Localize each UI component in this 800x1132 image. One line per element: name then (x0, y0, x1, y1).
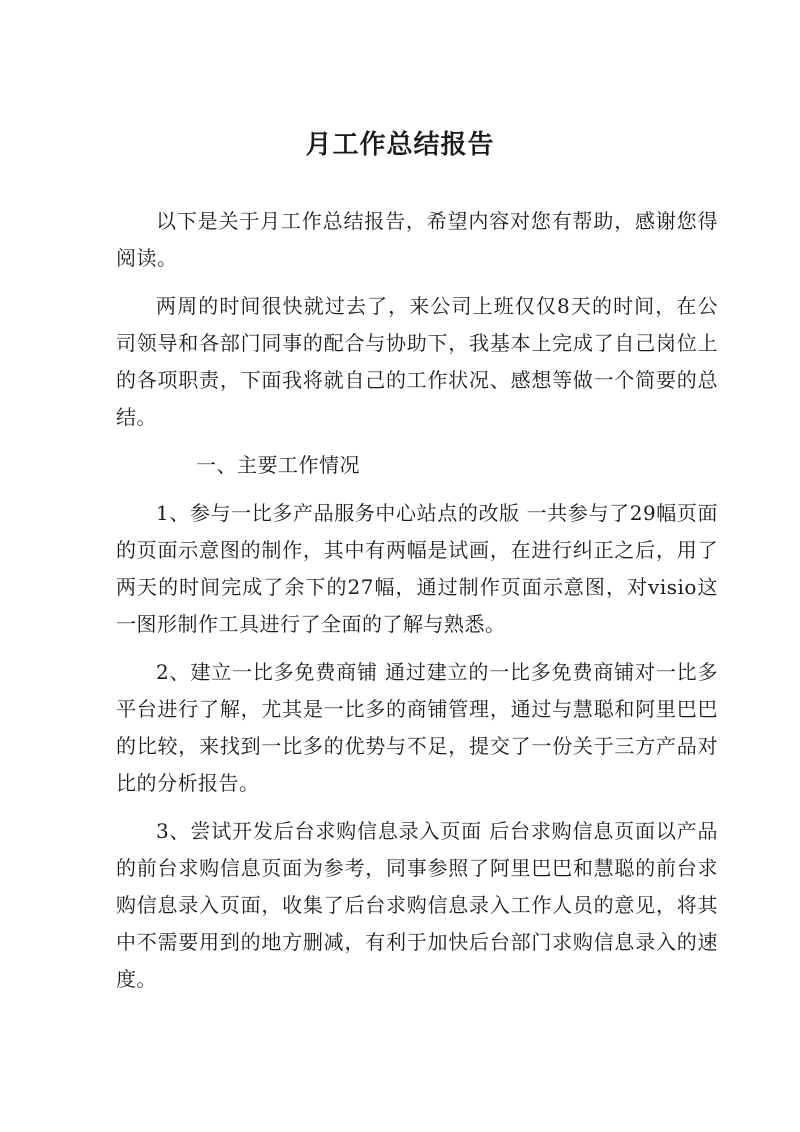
document-body (116, 203, 718, 998)
work-item-paragraph: 1、参与一比多产品服务中心站点的改版 一共参与了29幅页面的页面示意图的制作，其中有两幅是试画，在进行纠正之后，用了两天的时间完成了余下的27幅，通过制作页面示意图，对visio这一图形制作工具进行了全面的了解与熟悉。 (116, 501, 718, 636)
work-item-paragraph: 2、建立一比多免费商铺 通过建立的一比多免费商铺对一比多平台进行了解，尤其是一比多的商铺管理，通过与慧聪和阿里巴巴的比较，来找到一比多的优势与不足，提交了一份关于三方产品对比的分析报告。 (116, 660, 718, 795)
document-title: 月工作总结报告 (305, 130, 495, 160)
overview-paragraph: 两周的时间很快就过去了，来公司上班仅仅8天的时间，在公司领导和各部门同事的配合与协助下，我基本上完成了自己岗位上的各项职责，下面我将就自己的工作状况、感想等做一个简要的总结。 (116, 294, 718, 429)
work-item-paragraph: 3、尝试开发后台求购信息录入页面 后台求购信息页面以产品的前台求购信息页面为参考，同事参照了阿里巴巴和慧聪的前台求购信息录入页面，收集了后台求购信息录入工作人员的意见，将其中不需要用到的地方删减，有利于加快后台部门求购信息录入的速度。 (116, 819, 718, 991)
section-heading: 一、主要工作情况 (196, 453, 360, 477)
intro-paragraph: 以下是关于月工作总结报告，希望内容对您有帮助，感谢您得阅读。 (116, 209, 718, 270)
